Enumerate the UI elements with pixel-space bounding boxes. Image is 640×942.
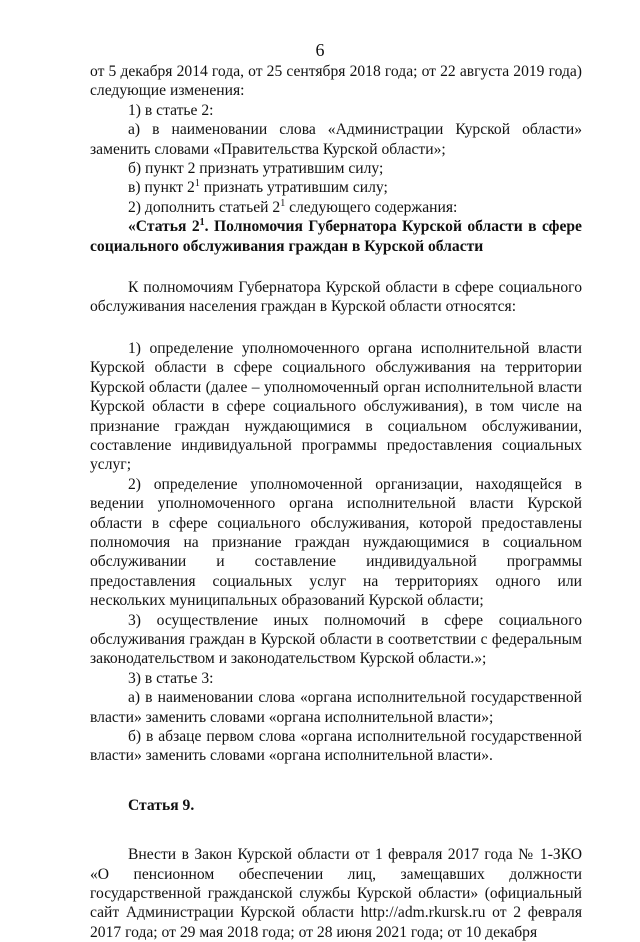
- document-body: [90, 62, 582, 942]
- paragraph-power-3: 3) осуществление иных полномочий в сфере социального обслуживания граждан в Курской области в соответствии с федеральным законодательством и законодательством Курской области.»;: [90, 611, 582, 668]
- page-number: 6: [315, 40, 325, 60]
- paragraph-article-2: 1) в статье 2:: [128, 101, 214, 119]
- paragraph-article-9-text: Внести в Закон Курской области от 1 февраля 2017 года № 1-ЗКО «О пенсионном обеспечении лиц, замещавших должности государственной гражданской службы Курской области» (официальный сайт Администрации Курской области http://adm.rkursk.ru от 2 февраля 2017 года; от 29 мая 2018 года; от 28 июня 2021 года; от 10 декабря: [90, 846, 582, 941]
- paragraph-item-a: а) в наименовании слова «Администрации Курской области» заменить словами «Правительства Курской области»;: [90, 121, 582, 158]
- paragraph-power-1: 1) определение уполномоченного органа исполнительной власти Курской области в сфере социального обслуживания на территории Курской области (далее – уполномоченный орган исполнительной власти Курской области в сфере социального обслуживания), в том числе на признание граждан нуждающимися в социальном обслуживании, составление индивидуальной программы предоставления социальных услуг;: [90, 339, 582, 474]
- paragraph-article-3: 3) в статье 3:: [128, 669, 214, 687]
- paragraph-powers-intro: К полномочиям Губернатора Курской области в сфере социального обслуживания населения граждан в Курской области относятся:: [90, 279, 582, 316]
- article-2-1-heading: «Статья $2^1$. Полномочия Губернатора Курской области в сфере социального обслуживания граждан в Курской области: [90, 217, 582, 255]
- paragraph-item-b: б) пункт 2 признать утратившим силу;: [128, 160, 384, 178]
- paragraph-amendments-intro: от 5 декабря 2014 года, от 25 сентября 2018 года; от 22 августа 2019 года) следующие изменения:: [90, 63, 582, 100]
- paragraph-add-article: 2) дополнить статьей $2^1$ следующего содержания:: [128, 197, 458, 216]
- article-9-heading: Статья 9.: [128, 796, 195, 814]
- paragraph-article-3-a: а) в наименовании слова «органа исполнительной государственной власти» заменить словами «органа исполнительной власти»;: [90, 689, 582, 726]
- paragraph-power-2: 2) определение уполномоченной организации, находящейся в ведении уполномоченного органа исполнительной власти Курской области в сфере социального обслуживания, которой предоставлены полномочия на признание граждан нуждающимися в социальном обслуживании и составление индивидуальной программы предоставления социальных услуг на территориях одного или нескольких муниципальных образований Курской области;: [90, 475, 582, 610]
- paragraph-article-3-b: б) в абзаце первом слова «органа исполнительной государственной власти» заменить словами «органа исполнительной власти».: [90, 728, 582, 765]
- paragraph-item-v: в) пункт $2^1$ признать утратившим силу;: [128, 178, 388, 197]
